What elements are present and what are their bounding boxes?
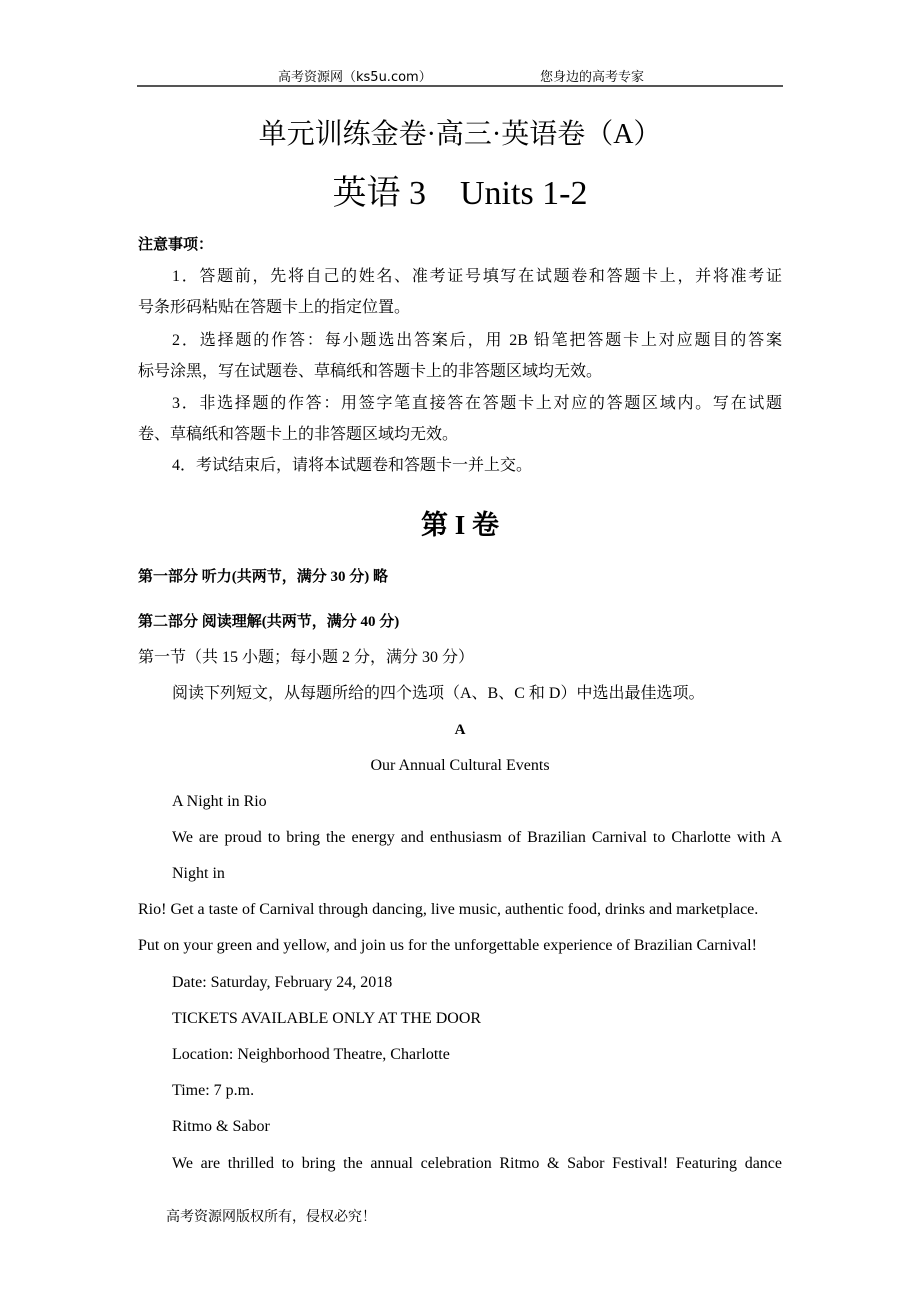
passage-label: A	[454, 722, 466, 738]
notes-heading: 注意事项：	[138, 237, 214, 253]
header-rule	[137, 85, 783, 87]
passage-line: Time: 7 p.m.	[172, 1082, 255, 1099]
notes-line: 标号涂黑，写在试题卷、草稿纸和答题卡上的非答题区域均无效。	[138, 363, 603, 380]
passage-title: Our Annual Cultural Events	[370, 757, 550, 774]
part2-heading: 第二部分 阅读理解(共两节，满分 40 分)	[138, 614, 400, 630]
passage-line: Rio! Get a taste of Carnival through dancing, live music, authentic food, drinks and marketplace.	[138, 901, 759, 918]
header-site: 高考资源网（ks5u.com）	[278, 70, 432, 85]
instruction: 阅读下列短文，从每题所给的四个选项（A、B、C 和 D）中选出最佳选项。	[172, 685, 705, 702]
passage-line: TICKETS AVAILABLE ONLY AT THE DOOR	[172, 1010, 482, 1027]
passage-line: Ritmo & Sabor	[172, 1118, 270, 1135]
part1-heading: 第一部分 听力(共两节，满分 30 分) 略	[138, 569, 388, 585]
notes-line: 卷、草稿纸和答题卡上的非答题区域均无效。	[138, 426, 459, 443]
passage-line: Put on your green and yellow, and join us for the unforgettable experience of Brazilian Carnival!	[138, 937, 757, 954]
page-footer: 高考资源网版权所有，侵权必究！	[166, 1209, 376, 1225]
passage-line: A Night in Rio	[172, 793, 267, 810]
passage-line: Location: Neighborhood Theatre, Charlotte	[172, 1046, 450, 1063]
notes-line: 2．选择题的作答：每小题选出答案后，用 2B 铅笔把答题卡上对应题目的答案	[172, 332, 782, 349]
passage-line: Date: Saturday, February 24, 2018	[172, 974, 393, 991]
page-title: 单元训练金卷·高三·英语卷（A）	[258, 119, 662, 150]
passage-line: We are proud to bring the energy and enthusiasm of Brazilian Carnival to Charlotte with A	[172, 829, 782, 846]
section1-heading: 第一节（共 15 小题；每小题 2 分，满分 30 分）	[138, 649, 475, 666]
notes-line: 4．考试结束后，请将本试题卷和答题卡一并上交。	[172, 457, 533, 474]
notes-line: 号条形码粘贴在答题卡上的指定位置。	[138, 299, 411, 316]
passage-line: We are thrilled to bring the annual celebration Ritmo & Sabor Festival! Featuring dance	[172, 1155, 782, 1172]
notes-line: 3．非选择题的作答：用签字笔直接答在答题卡上对应的答题区域内。写在试题	[172, 395, 782, 412]
page-subtitle: 英语 3 Units 1-2	[332, 175, 588, 212]
header-slogan: 您身边的高考专家	[540, 70, 645, 85]
passage-line: Night in	[172, 865, 225, 882]
notes-line: 1．答题前，先将自己的姓名、准考证号填写在试题卷和答题卡上，并将准考证	[172, 268, 782, 285]
volume-heading: 第 I 卷	[420, 510, 499, 540]
